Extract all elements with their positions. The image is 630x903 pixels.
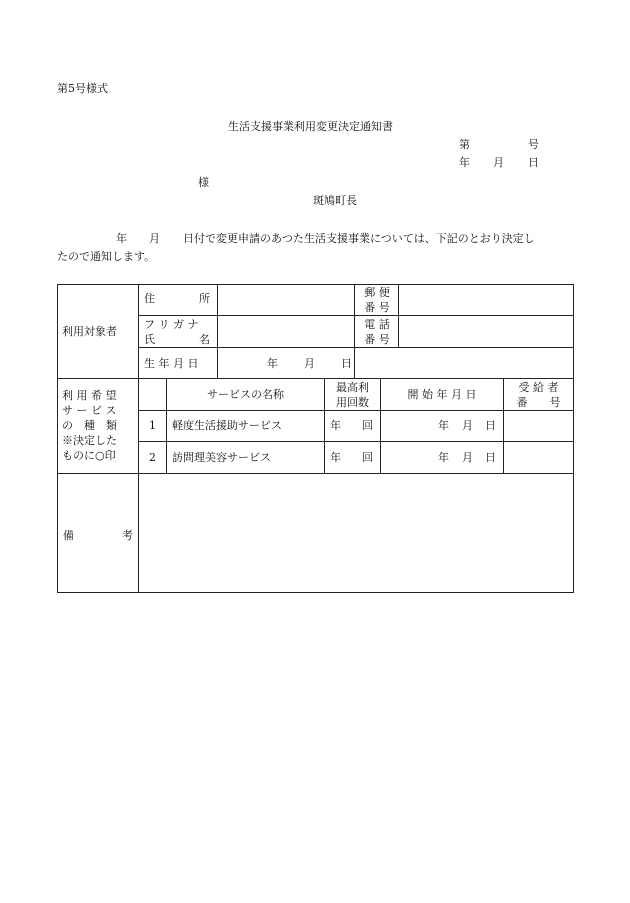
date-day: 日: [528, 156, 539, 169]
recipient-number-field[interactable]: [504, 442, 573, 473]
body-line1: 日付で変更申請のあつた生活支援事業については、下記のとおり決定し: [183, 232, 535, 245]
service-type-line: の 種 類: [62, 419, 117, 432]
header-max-use-2: 用回数: [336, 396, 369, 409]
remarks-label-1: 備: [63, 529, 74, 542]
phone-label-2: 番 号: [364, 333, 390, 346]
service-type-line: ものに○印: [62, 449, 116, 462]
service-name: 訪問理美容サービス: [172, 451, 271, 464]
name-field[interactable]: [218, 316, 354, 347]
max-use-count: 回: [362, 451, 373, 464]
remarks-field[interactable]: [139, 474, 573, 592]
subject-label: 利用対象者: [62, 325, 117, 338]
header-recipient-2: 番 号: [516, 396, 561, 409]
postal-label-1: 郵 便: [364, 286, 390, 299]
address-field[interactable]: [218, 285, 354, 315]
max-use-year: 年: [330, 419, 341, 432]
service-name: 軽度生活援助サービス: [172, 419, 282, 432]
max-use-count: 回: [362, 419, 373, 432]
document-title: 生活支援事業利用変更決定通知書: [228, 120, 393, 133]
date-month: 月: [493, 156, 504, 169]
postal-label-2: 番 号: [364, 301, 390, 314]
birth-day: 日: [341, 357, 352, 370]
start-day: 日: [485, 451, 496, 464]
body-month: 月: [149, 232, 160, 245]
start-year: 年: [438, 419, 449, 432]
header-max-use-1: 最高利: [336, 381, 369, 394]
birth-year: 年: [267, 357, 278, 370]
max-use-year: 年: [330, 451, 341, 464]
service-type-line: ※決定した: [62, 434, 117, 447]
phone-field[interactable]: [399, 316, 573, 347]
service-type-line: サ ー ビ ス: [62, 404, 117, 417]
header-recipient-1: 受 給 者: [518, 381, 559, 394]
service-no: 2: [149, 451, 156, 464]
issuer: 斑鳩町長: [313, 194, 357, 207]
form-number: 第5号様式: [57, 82, 108, 95]
start-day: 日: [485, 419, 496, 432]
addressee-suffix: 様: [198, 176, 209, 189]
service-no: 1: [149, 419, 156, 432]
doc-number-suffix: 号: [528, 138, 539, 151]
postal-field[interactable]: [399, 285, 573, 315]
name-label-1: フ リ ガ ナ: [144, 318, 199, 331]
remarks-label-2: 考: [122, 529, 133, 542]
birth-month: 月: [304, 357, 315, 370]
birth-label: 生 年 月 日: [144, 357, 199, 370]
name-label-2a: 氏: [144, 333, 155, 346]
recipient-number-field[interactable]: [504, 411, 573, 441]
start-month: 月: [462, 451, 473, 464]
body-line2: たので通知します。: [57, 250, 156, 263]
header-service-name: サービスの名称: [207, 388, 284, 401]
start-month: 月: [462, 419, 473, 432]
address-label-2: 所: [199, 292, 210, 305]
date-year: 年: [459, 156, 470, 169]
name-label-2b: 名: [199, 333, 210, 346]
start-year: 年: [438, 451, 449, 464]
service-type-line: 利 用 希 望: [62, 389, 117, 402]
header-start-date: 開 始 年 月 日: [407, 388, 477, 401]
address-label-1: 住: [144, 292, 155, 305]
body-year: 年: [116, 232, 127, 245]
doc-number-prefix: 第: [459, 138, 470, 151]
phone-label-1: 電 話: [364, 318, 390, 331]
